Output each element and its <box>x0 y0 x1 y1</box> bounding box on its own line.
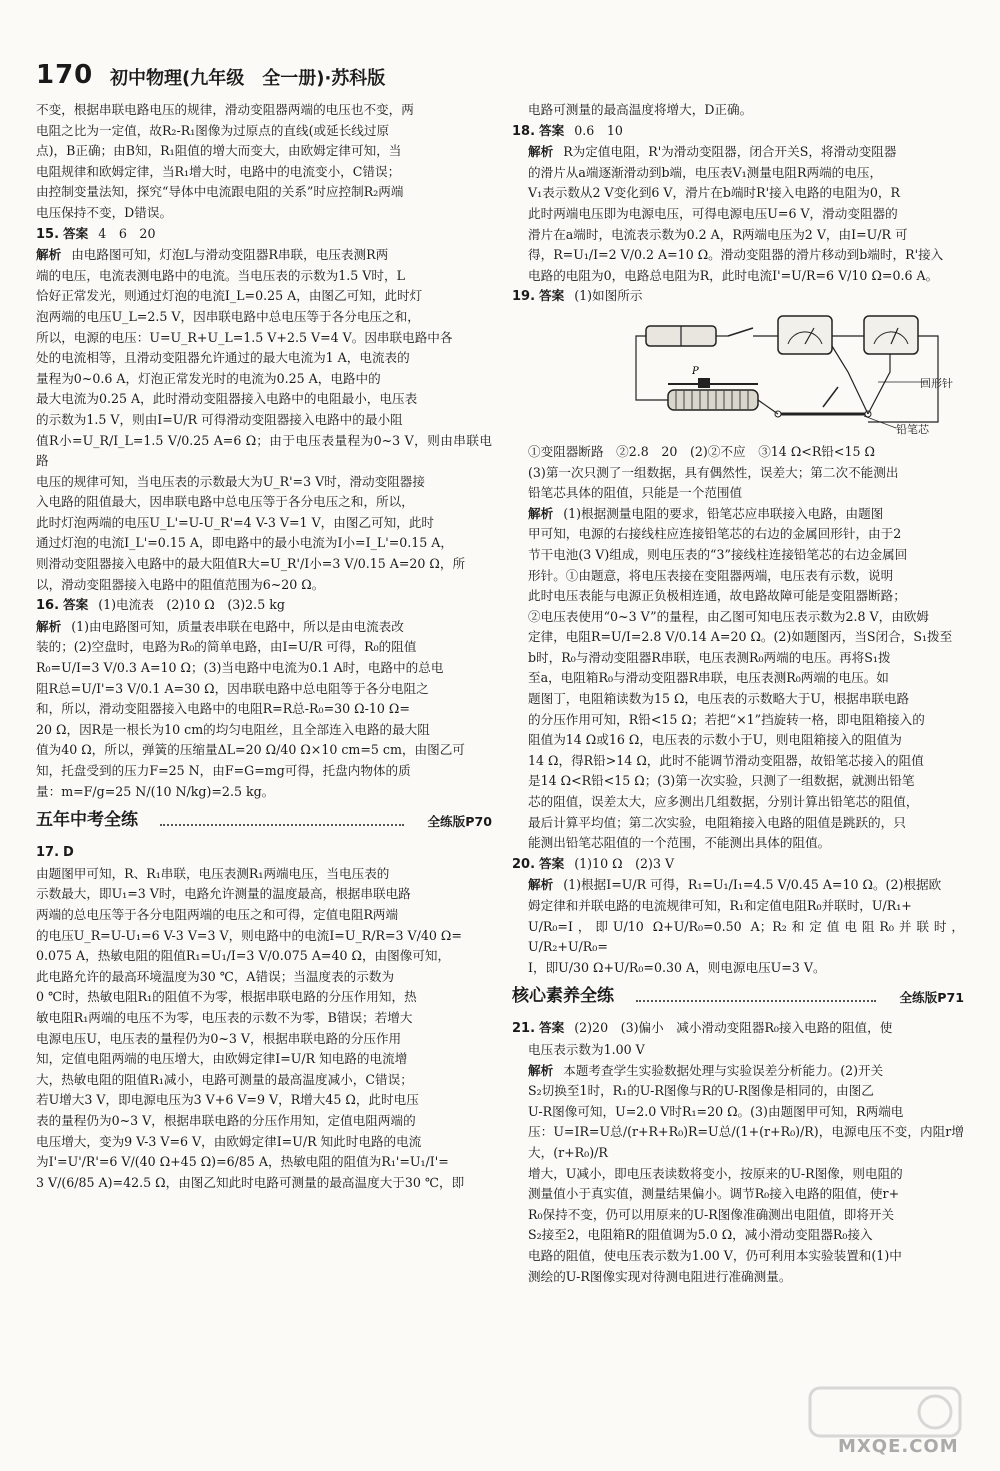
text-line: 电源电压U，电压表的量程仍为0~3 V，根据串联电路的分压作用 <box>36 1030 402 1046</box>
answer-label: 答案 <box>539 288 565 304</box>
text-line: ②电压表使用“0~3 V”的量程，由乙图可知电压表示数为2.8 V，由欧姆 <box>528 608 929 624</box>
text-line: (3)第一次只测了一组数据，具有偶然性，误差大；第二次不能测出 <box>528 464 899 480</box>
circuit-figure <box>628 312 958 438</box>
analysis-label: 解析 <box>528 144 554 160</box>
text-line: 电阻规律和欧姆定律，当R₁增大时，电路中的电流变小，C错误； <box>36 163 401 179</box>
text-line: 入电路的阻值最大，因串联电路中总电压等于各分电压之和，所以， <box>36 494 414 510</box>
analysis-text <box>36 245 492 595</box>
analysis-text <box>36 617 492 802</box>
answer-label: 答案 <box>63 225 89 241</box>
text-line: 端的电压，电流表测电路中的电流。当电压表的示数为1.5 V时，L <box>36 267 405 283</box>
text-line: 的电压U_R=U-U₁=6 V-3 V=3 V，则电路中的电流I=U_R/R=3 V/40 Ω= <box>36 927 462 943</box>
svg-text:P: P <box>692 365 699 377</box>
question-number: 20. <box>512 856 536 872</box>
text-line: 为I'=U'/R'=6 V/(40 Ω+45 Ω)=6/85 A，热敏电阻的阻值为R₁'=U₁/I'= <box>36 1154 449 1170</box>
answer-text: D <box>63 845 74 861</box>
text-line: 量程为0~0.6 A，灯泡正常发光时的电流为0.25 A，电路中的 <box>36 370 381 386</box>
text-line: V₁表示数从2 V变化到6 V，滑片在b端时R'接入电路的电阻为0，R <box>528 185 900 201</box>
ammeter-icon <box>778 316 832 354</box>
text-line: 两端的总电压等于各分电阻两端的电压之和可得，定值电阻R两端 <box>36 906 399 922</box>
text-line: 姆定律和并联电路的电流规律可知，R₁和定值电阻R₀并联时，U/R₁+ <box>528 898 912 913</box>
analysis-text <box>512 504 964 854</box>
analysis-text <box>512 875 964 978</box>
text-line: 电压保持不变，D错误。 <box>36 204 173 220</box>
book-title: 初中物理(九年级 全一册)·苏科版 <box>110 68 386 89</box>
analysis-label: 解析 <box>528 1062 554 1078</box>
text-line: 点)，B正确；由B知，R₁阻值的增大而变大，由欧姆定律可知，当 <box>36 143 402 159</box>
text-line: 增大，U减小，即电压表读数将变小，按原来的U-R图像，则电阻的 <box>528 1165 903 1181</box>
question-number: 16. <box>36 598 60 614</box>
text-line: 最后计算平均值；第二次实验，电阻箱接入电路的阻值是跳跃的，只 <box>528 814 906 830</box>
text-line: 通过灯泡的电流I_L'=0.15 A，即电路中的最小电流为I小=I_L'=0.15 A， <box>36 535 453 551</box>
section-ref: 全练版P71 <box>899 990 964 1006</box>
text-line: 所以，电源的电压：U=U_R+U_L=1.5 V+2.5 V=4 V。因串联电路中各 <box>36 329 453 345</box>
answer-text: (1)电流表 (2)10 Ω (3)2.5 kg <box>98 597 285 613</box>
text-line: 定律，电阻R=U/I=2.8 V/0.14 A=20 Ω。(2)如题图丙，当S闭合，S₁拨至 <box>528 629 953 645</box>
question-16 <box>36 595 492 802</box>
text-line: 装的；(2)空盘时，电路为R₀的简单电路，由I=U/R 可得，R₀的阻值 <box>36 639 417 655</box>
answer-text: 0.6 10 <box>574 122 623 138</box>
section-title: 核心素养全练 <box>512 986 614 1007</box>
text-line: 大，热敏电阻的阻值R₁减小，电路可测量的最高温度减小，C错误； <box>36 1071 413 1087</box>
section-title: 五年中考全练 <box>36 810 138 831</box>
text-line: 解析 (1)根据测量电阻的要求，铅笔芯应串联接入电路，由题图 <box>528 505 884 521</box>
text-line: 解析 R为定值电阻，R'为滑动变阻器，闭合开关S，将滑动变阻器 <box>528 144 897 160</box>
answer-label: 答案 <box>63 597 89 613</box>
text-line: 测量值小于真实值，测量结果偏小。调节R₀接入电路的阻值，使r+ <box>528 1186 900 1202</box>
switch-icon <box>728 328 753 336</box>
text-line: 3 V/(6/85 A)=42.5 Ω，由图乙知此时电路可测量的最高温度大于30 ℃，即 <box>36 1174 465 1190</box>
text-line: 电压增大，变为9 V-3 V=6 V，由欧姆定律I=U/R 知此时电路的电流 <box>36 1133 422 1149</box>
page-header <box>36 58 960 98</box>
text-line: 节干电池(3 V)组成，则电压表的“3”接线柱连接铅笔芯的右边金属回 <box>528 546 908 562</box>
text-line: 恰好正常发光，则通过灯泡的电流I_L=0.25 A，由图乙可知，此时灯 <box>36 288 423 304</box>
q17-continuation <box>512 100 964 121</box>
watermark-text: MXQE.COM <box>838 1436 959 1457</box>
text-line: S₂接至2，电阻箱R的阻值调为5.0 Ω，减小滑动变阻器R₀接入 <box>528 1227 873 1243</box>
text-line: 电阻之比为一定值，故R₂-R₁图像为过原点的直线(或延长线过原 <box>36 122 390 138</box>
text-line: I，即U/30 Ω+U/R₀=0.30 A，则电源电压U=3 V。 <box>528 959 826 975</box>
text-line: 14 Ω，得R铅>14 Ω，此时不能调节滑动变阻器，故铅笔芯接入的阻值 <box>528 752 924 768</box>
text-line: 电路的阻值，使电压表示数为1.00 V，仍可利用本实验装置和(1)中 <box>528 1247 902 1263</box>
text-line: 的分压作用可知，R铅<15 Ω；若把“×1”挡旋转一格，即电阻箱接入的 <box>528 711 925 727</box>
text-line: 0.075 A，热敏电阻的阻值R₁=U₁/I=3 V/0.075 A=40 Ω，由图像可知， <box>36 948 451 964</box>
text-line: 解析 本题考查学生实验数据处理与实验误差分析能力。(2)开关 <box>528 1062 884 1078</box>
analysis-text <box>512 1061 964 1288</box>
text-line: 以，滑动变阻器接入电路中的阻值范围为6~20 Ω。 <box>36 576 325 592</box>
question-21 <box>512 1018 964 1287</box>
rheostat-icon <box>668 390 758 410</box>
analysis-label: 解析 <box>36 247 62 263</box>
figure-label-pencil-lead: 铅笔芯 <box>896 422 929 436</box>
analysis-label: 解析 <box>528 505 554 521</box>
text-line: 值R小=U_R/I_L=1.5 V/0.25 A=6 Ω；由于电压表量程为0~3 V，则由串联电路 <box>36 432 492 469</box>
section-ref: 全练版P70 <box>427 814 492 830</box>
text-line: U-R图像可知，U=2.0 V时R₁=20 Ω。(3)由题图甲可知，R两端电 <box>528 1103 904 1119</box>
text-line: 形针。①由题意，将电压表接在变阻器两端，电压表有示数，说明 <box>528 567 894 583</box>
left-column <box>36 100 492 1193</box>
text-line: 得，R=U₁/I=2 V/0.2 A=10 Ω。滑动变阻器的滑片移动到b端时，R'接入 <box>528 247 944 263</box>
text-line: 电压的规律可知，当电压表的示数最大为U_R'=3 V时，滑动变阻器接 <box>36 473 425 489</box>
text-line: 此电路允许的最高环境温度为30 ℃，A错误；当温度表的示数为 <box>36 968 395 984</box>
answer-label: 答案 <box>539 855 565 871</box>
text-line: 至a，电阻箱R₀与滑动变阻器R串联，电压表测R₀两端的电压。如 <box>528 670 889 686</box>
text-line: 滑片在a端时，电流表示数为0.2 A，R两端电压为2 V，由I=U/R 可 <box>528 226 908 242</box>
text-line: 处的电流相等，且滑动变阻器允许通过的最大电流为1 A，电流表的 <box>36 350 410 366</box>
section-divider <box>160 824 404 826</box>
text-line: R₀保持不变，仍可以用原来的U-R图像准确测出电阻值，即将开关 <box>528 1206 895 1222</box>
text-line: 电路可测量的最高温度将增大，D正确。 <box>528 102 753 117</box>
text-line: 阻R总=U/I'=3 V/0.1 A=30 Ω，因串联电路中总电阻等于各分电阻之 <box>36 680 429 696</box>
section-divider <box>636 1000 876 1002</box>
text-line: 20 Ω，因R是一根长为10 cm的均匀电阻丝，且全部连入电路的最大阻 <box>36 721 430 737</box>
text-line: 此时灯泡两端的电压U_L'=U-U_R'=4 V-3 V=1 V，由图乙可知，此时 <box>36 514 435 530</box>
text-line: 的滑片从a端逐渐滑动到b端，电压表V₁测量电阻R两端的电压， <box>528 164 883 180</box>
text-line: 最大电流为0.25 A，此时滑动变阻器接入电路中的电阻最小，电压表 <box>36 391 418 407</box>
answer-text: (2)20 (3)偏小 减小滑动变阻器R₀接入电路的阻值，使 <box>574 1020 893 1036</box>
question-number: 18. <box>512 123 536 139</box>
text-line: 由题图甲可知，R、R₁串联，电压表测R₁两端电压，当电压表的 <box>36 865 390 881</box>
q14-continuation <box>36 100 492 224</box>
text-line: 表的量程仍为0~3 V，根据串联电路的分压作用知，定值电阻两端的 <box>36 1112 416 1128</box>
text-line: 测绘的U-R图像实现对待测电阻进行准确测量。 <box>528 1268 792 1284</box>
analysis-text <box>36 864 492 1194</box>
text-line: 和，所以，滑动变阻器接入电路中的电阻R=R总-R₀=30 Ω-10 Ω= <box>36 701 410 717</box>
question-number: 21. <box>512 1021 536 1037</box>
text-line: 不变，根据串联电路电压的规律，滑动变阻器两端的电压也不变，两 <box>36 102 414 117</box>
text-line: 由控制变量法知，探究“导体中电流跟电阻的关系”时应控制R₂两端 <box>36 184 404 200</box>
text-line: 的示数为1.5 V，则由I=U/R 可得滑动变阻器接入电路中的最小阻 <box>36 411 403 427</box>
question-15 <box>36 224 492 596</box>
answer-text: (1)10 Ω (2)3 V <box>574 855 675 871</box>
text-line: 敏电阻R₁两端的电压不为零，电压表的示数不为零，B错误；若增大 <box>36 1009 413 1025</box>
analysis-label: 解析 <box>528 877 554 893</box>
section-header-five-year <box>36 808 492 836</box>
text-line: 量：m=F/g=25 N/(10 N/kg)=2.5 kg。 <box>36 783 275 799</box>
text-line: ①变阻器断路 ②2.8 20 (2)②不应 ③14 Ω<R铅<15 Ω <box>528 443 875 459</box>
text-line: 若U增大3 V，即电源电压为3 V+6 V=9 V，R增大45 Ω，此时电压 <box>36 1092 419 1108</box>
text-line: 示数最大，即U₁=3 V时，电路允许测量的温度最高，根据串联电路 <box>36 886 411 902</box>
answer-text: 4 6 20 <box>98 225 156 241</box>
section-header-core-literacy <box>512 984 964 1012</box>
text-line: R₀=U/I=3 V/0.3 A=10 Ω；(3)当电路中电流为0.1 A时，电路中的总电 <box>36 660 444 676</box>
answer-text: (1)如图所示 <box>574 288 643 304</box>
answer-text-cont: 电压表示数为1.00 V <box>528 1041 645 1057</box>
text-line: S₂切换至1时，R₁的U-R图像与R的U-R图像是相同的，由图乙 <box>528 1083 874 1099</box>
figure-label-paperclip: 回形针 <box>920 376 953 390</box>
answer-lines <box>512 442 964 504</box>
text-line: 压：U=IR=U总/(r+R+R₀)R=U总/(1+(r+R₀)/R)，电源电压不变，内阻r增大，(r+R₀)/R <box>528 1124 964 1160</box>
question-17 <box>36 842 492 1193</box>
text-line: 则滑动变阻器接入电路中的最大阻值R大=U_R'/I小=3 V/0.15 A=20 Ω，所 <box>36 556 466 572</box>
text-line: U/R₀=I，即U/10 Ω+U/R₀=0.50 A；R₂和定值电阻R₀并联时，U/R₂+U/R₀= <box>528 918 964 955</box>
text-line: 知，定值电阻两端的电压增大，由欧姆定律I=U/R 知电路的电流增 <box>36 1051 408 1067</box>
question-20 <box>512 854 964 979</box>
answer-label: 答案 <box>539 122 565 138</box>
text-line: 泡两端的电压U_L=2.5 V，因串联电路中总电压等于各分电压之和， <box>36 308 420 324</box>
analysis-text <box>512 142 964 286</box>
text-line: 铅笔芯具体的阻值，只能是一个范围值 <box>528 485 743 501</box>
text-line: 解析 (1)根据I=U/R 可得，R₁=U₁/I₁=4.5 V/0.45 A=10 Ω。(2)根据欧 <box>528 877 942 893</box>
text-line: 此时两端电压即为电源电压，可得电源电压U=6 V，滑动变阻器的 <box>528 205 898 221</box>
text-line: 解析 (1)由电路图可知，质量表串联在电路中，所以是由电流表改 <box>36 618 404 634</box>
page-number: 170 <box>36 60 94 90</box>
text-line: 知，托盘受到的压力F=25 N，由F=G=mg可得，托盘内物体的质 <box>36 763 411 778</box>
question-19 <box>512 286 964 853</box>
question-number: 19. <box>512 289 536 305</box>
text-line: b时，R₀与滑动变阻器R串联，电压表测R₀两端的电压。再将S₁拨 <box>528 649 891 665</box>
text-line: 能测出铅笔芯阻值的一个范围，不能测出具体的阻值。 <box>528 835 831 851</box>
question-number: 17. <box>36 845 60 861</box>
text-line: 0 ℃时，热敏电阻R₁的阻值不为零，根据串联电路的分压作用知，热 <box>36 989 417 1005</box>
question-18 <box>512 121 964 287</box>
text-line: 甲可知，电源的右接线柱应连接铅笔芯的右边的金属回形针，由于2 <box>528 526 902 542</box>
text-line: 芯的阻值，误差太大，应多测出几组数据，分别计算出铅笔芯的阻值， <box>528 794 919 810</box>
right-column <box>512 100 964 1287</box>
text-line: 解析 由电路图可知，灯泡L与滑动变阻器R串联，电压表测R两 <box>36 247 389 263</box>
text-line: 是14 Ω<R铅<15 Ω；(3)第一次实验，只测了一组数据，就测出铅笔 <box>528 773 915 789</box>
text-line: 电路的电阻为0，电路总电阻为R，此时电流I'=U/R=6 V/10 Ω=0.6 A。 <box>528 267 939 283</box>
voltmeter-icon <box>864 316 918 354</box>
analysis-label: 解析 <box>36 618 62 634</box>
question-number: 15. <box>36 226 60 242</box>
text-line: 阻值为14 Ω或16 Ω，电压表的示数小于U，则电阻箱接入的阻值为 <box>528 732 902 748</box>
text-line: 此时电压表能与电源正负极相连通，故电路故障可能是变阻器断路； <box>528 588 906 604</box>
text-line: 值为40 Ω，所以，弹簧的压缩量ΔL=20 Ω/40 Ω×10 cm=5 cm，由图乙可 <box>36 742 465 758</box>
answer-label: 答案 <box>539 1020 565 1036</box>
text-line: 题图丁，电阻箱读数为15 Ω，电压表的示数略大于U，根据串联电路 <box>528 691 910 707</box>
